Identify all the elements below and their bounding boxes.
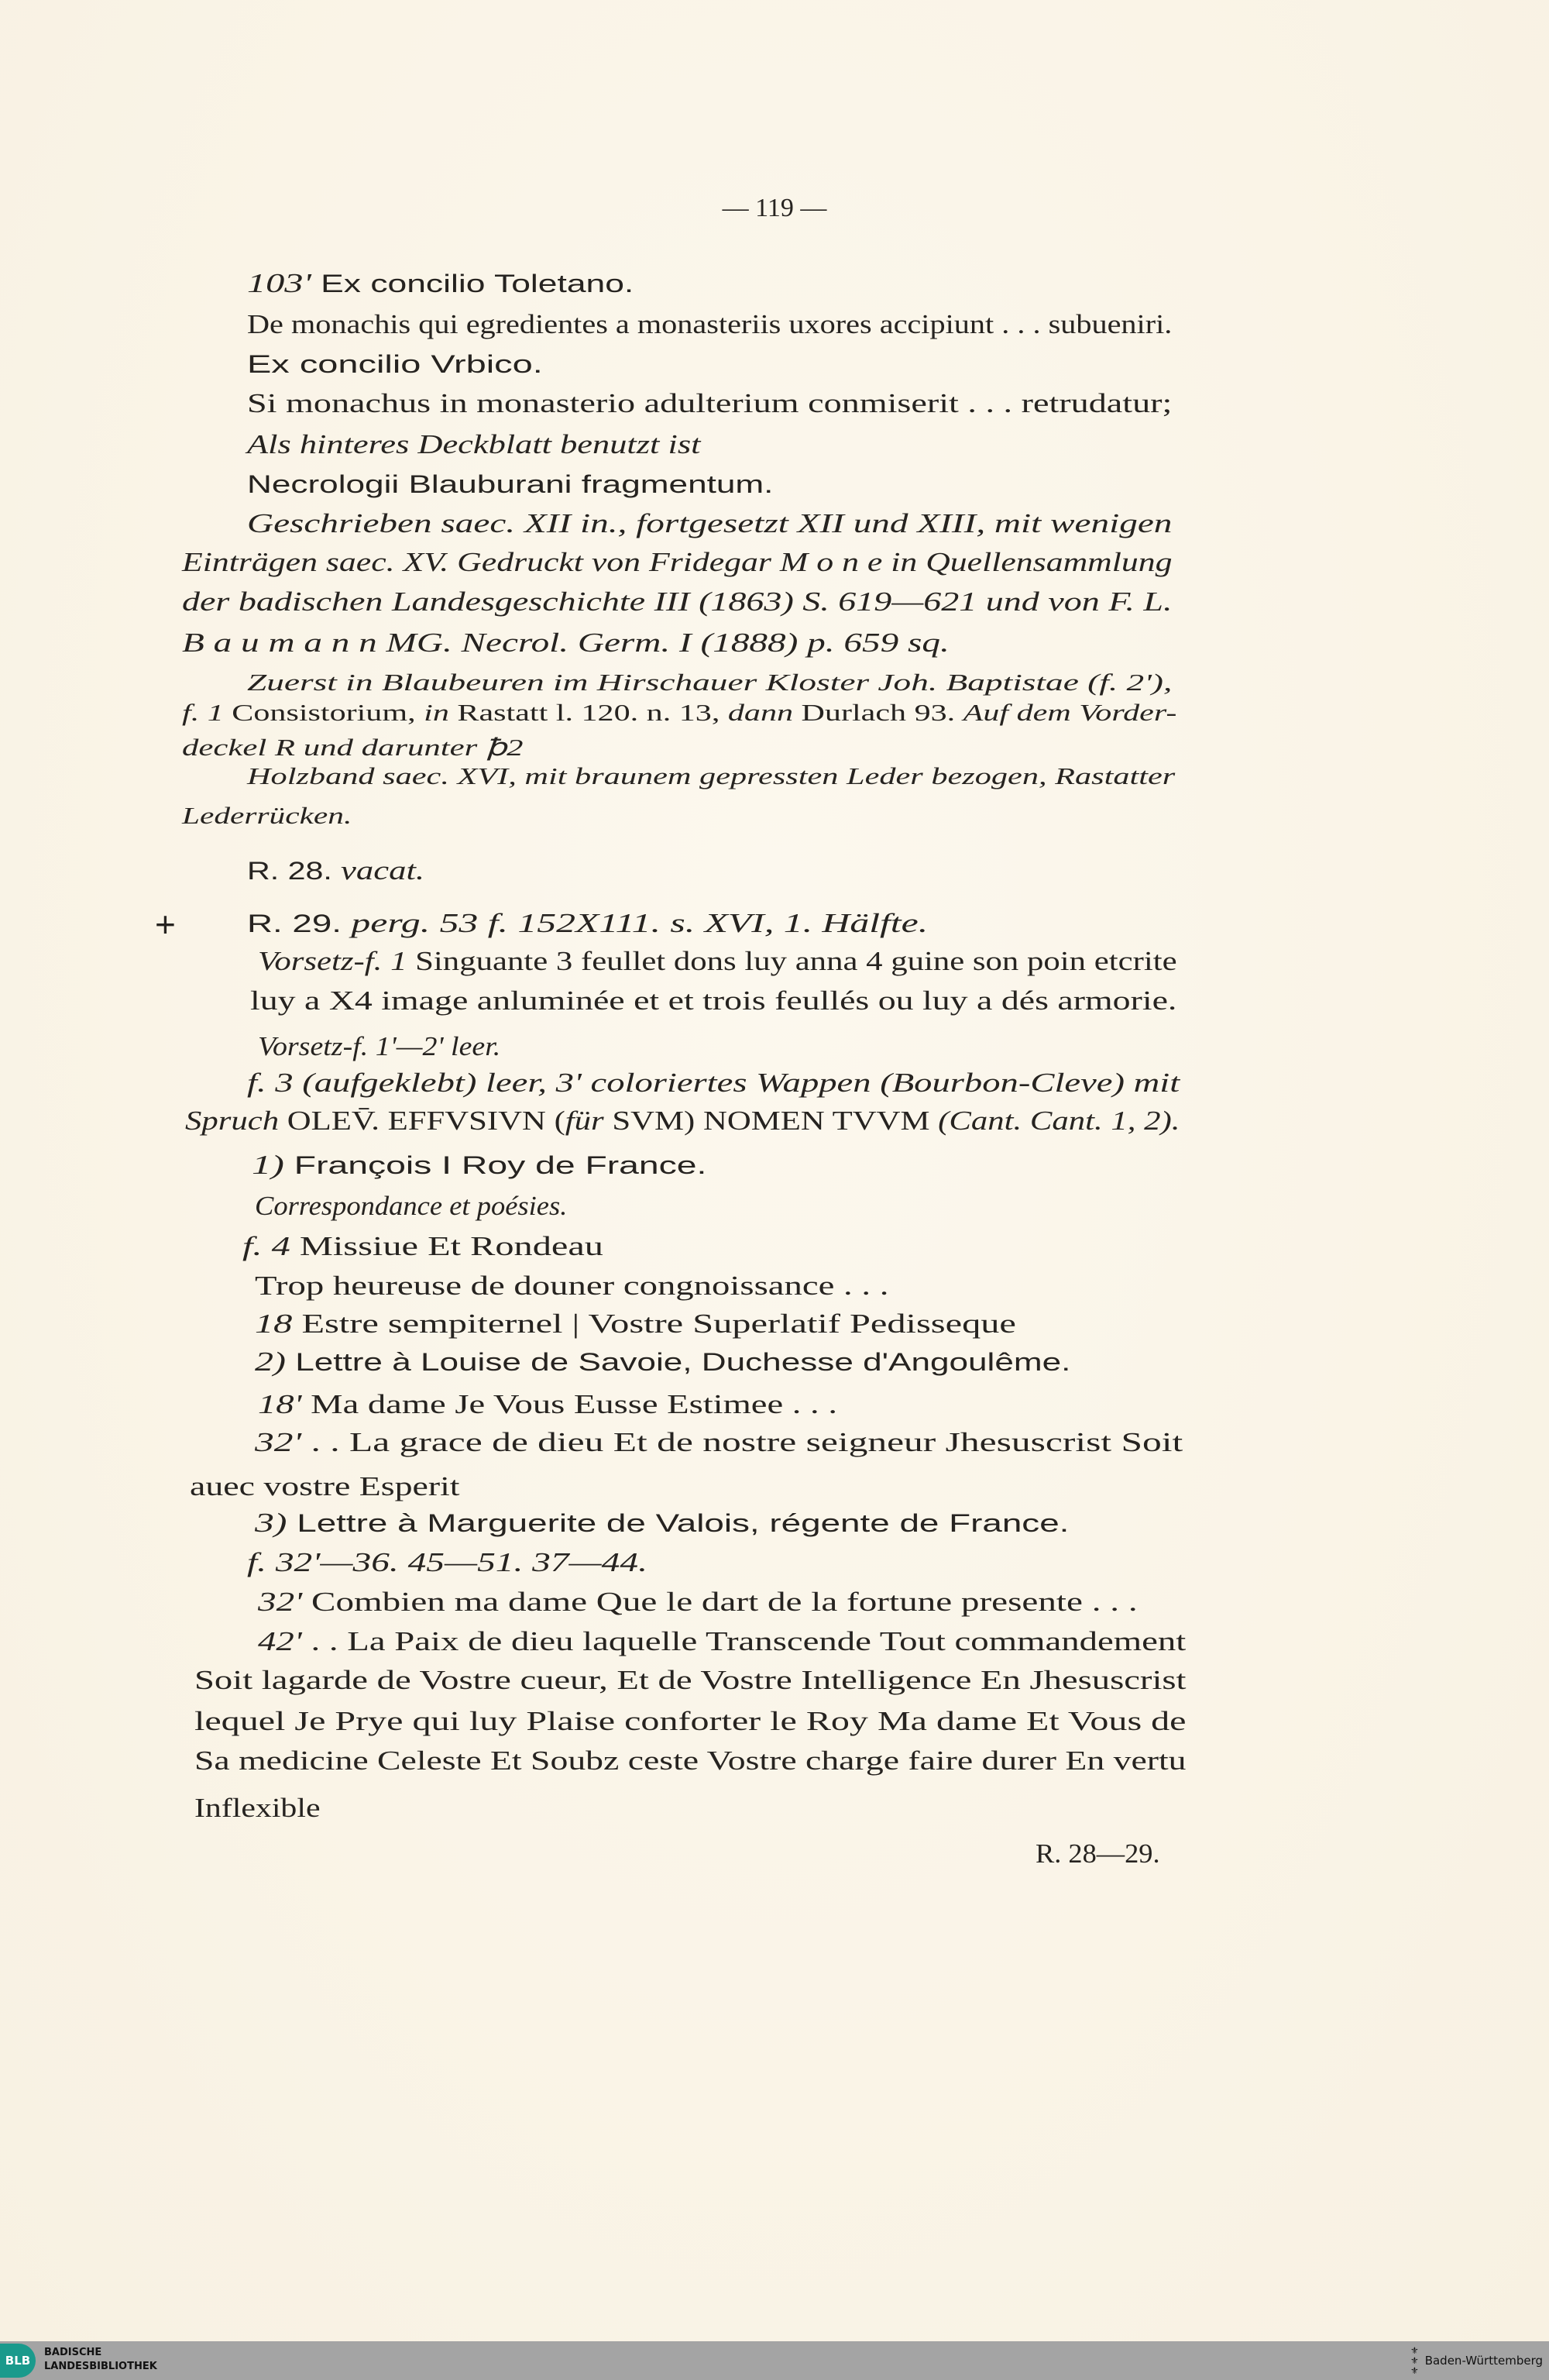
text-segment: Trop heureuse de douner congnoissance . . . (254, 1271, 889, 1302)
italic-text: Zuerst in Blaubeuren im Hirschauer Kloster Joh. Baptistae (f. 2'), (247, 669, 1173, 696)
italic-text: 18 (254, 1309, 293, 1340)
text-line (252, 1146, 706, 1185)
italic-text: 18' (257, 1389, 302, 1420)
text-line (247, 264, 634, 303)
italic-text: in (424, 699, 449, 727)
heading-text: Ex concilio Vrbico. (247, 349, 543, 378)
text-line (247, 465, 773, 504)
italic-text: Als hinteres Deckblatt benutzt ist (247, 428, 701, 459)
italic-text: vacat. (331, 855, 425, 886)
text-segment: auec vostre Esperit (189, 1470, 460, 1501)
text-line (182, 583, 1173, 621)
heading-text: Necrologii Blauburani fragmentum. (247, 469, 774, 498)
text-line (255, 1343, 1070, 1381)
text-line (194, 1702, 1187, 1741)
text-line (250, 982, 1176, 1020)
italic-text: Correspondance et poésies. (254, 1190, 568, 1221)
text-line (247, 305, 1172, 344)
state-label: Baden-Württemberg (1424, 2354, 1543, 2368)
text-line (247, 425, 700, 464)
text-line (247, 384, 1172, 423)
italic-text: Vorsetz-f. 1 (257, 946, 407, 977)
heading-text: Lettre à Marguerite de Valois, régente de France. (287, 1508, 1070, 1537)
text-line (194, 1789, 321, 1828)
text-line (255, 1504, 1069, 1543)
italic-text: (Cant. Cant. 1, 2). (938, 1105, 1180, 1136)
text-line (247, 345, 543, 383)
text-line (258, 1385, 837, 1424)
text-line (247, 904, 928, 943)
text-line (182, 796, 352, 835)
text-segment: De monachis qui egredientes a monasteriis uxores accipiunt . . . subueniri. (247, 309, 1173, 339)
text-segment: Estre sempiternel | Vostre Superlatif Pedisseque (292, 1309, 1016, 1340)
text-segment: Durlach 93. (792, 699, 963, 727)
text-segment: Ma dame Je Vous Eusse Estimee . . . (301, 1389, 837, 1420)
text-segment: Sa medicine Celeste Et Soubz ceste Vostre charge faire durer En vertu (194, 1745, 1187, 1776)
text-segment: luy a X4 image anluminée et et trois feullés ou luy a dés armorie. (250, 985, 1177, 1016)
text-segment: . . La grace de dieu Et de nostre seigneur Jhesuscrist Soit (301, 1427, 1183, 1458)
italic-text: f. 4 (242, 1231, 291, 1262)
heading-text: Lettre à Louise de Savoie, Duchesse d'Angoulême. (285, 1348, 1071, 1377)
italic-text: Geschrieben saec. XII in., fortgesetzt XII und XIII, mit wenigen (247, 507, 1173, 538)
text-segment: OLEV̄. EFFVSIVN ( (278, 1105, 565, 1136)
text-line (182, 624, 950, 662)
text-segment: Soit lagarde de Vostre cueur, Et de Vostre Intelligence En Jhesuscrist (194, 1665, 1187, 1696)
italic-text: Holzband saec. XVI, mit braunem gepressten Leder bezogen, Rastatter (247, 762, 1176, 790)
text-line (255, 1267, 888, 1305)
text-segment: lequel Je Prye qui luy Plaise conforter le Roy Ma dame Et Vous de (194, 1706, 1187, 1737)
italic-text: deckel R und darunter ꝥ2 (181, 734, 524, 762)
text-line (247, 757, 1175, 796)
italic-text: B a u m a n n MG. Necrol. Germ. I (1888) p. 659 sq. (181, 628, 950, 659)
text-line (258, 1583, 1138, 1622)
text-segment: Missiue Et Rondeau (290, 1231, 604, 1262)
library-name[interactable] (44, 2346, 157, 2374)
text-line (247, 1543, 647, 1582)
page-number: — 119 — (722, 194, 827, 222)
italic-text: f. 32'—36. 45—51. 37—44. (247, 1546, 648, 1577)
italic-text: f. 1 (181, 699, 224, 727)
italic-text: Auf dem Vorder- (963, 699, 1177, 727)
library-name-line1: BADISCHE (44, 2347, 102, 2358)
heading-text: R. 28. (247, 856, 332, 885)
text-line (258, 942, 1177, 981)
italic-text: Lederrücken. (181, 802, 352, 830)
text-line (247, 504, 1172, 543)
baden-wuerttemberg-logo[interactable] (1410, 2341, 1543, 2380)
italic-text: der badischen Landesgeschichte III (1863) S. 619—621 und von F. L. (181, 586, 1173, 617)
blb-logo[interactable]: BLB (0, 2344, 36, 2378)
text-line (247, 851, 424, 890)
italic-text: 2) (254, 1346, 286, 1377)
text-line (185, 1102, 1180, 1140)
margin-plus-mark: + (155, 904, 176, 944)
text-segment: Si monachus in monasterio adulterium conmiserit . . . retrudatur; (247, 387, 1173, 418)
text-line (258, 1622, 1186, 1661)
text-segment: R. 28—29. (1036, 1838, 1160, 1869)
italic-text: f. 3 (aufgeklebt) leer, 3' coloriertes Wappen (Bourbon-Cleve) mit (247, 1068, 1180, 1098)
text-line (194, 1742, 1187, 1780)
text-line (242, 1227, 603, 1266)
italic-text: Einträgen saec. XV. Gedruckt von Fridegar M o n e in Quellensammlung (181, 547, 1173, 578)
text-line (255, 1305, 1016, 1343)
italic-text: 32' (257, 1586, 303, 1617)
italic-text: 3) (254, 1507, 287, 1538)
text-segment: . . La Paix de dieu laquelle Transcende Tout commandement (301, 1625, 1187, 1656)
italic-text: Spruch (184, 1105, 279, 1136)
text-segment: Combien ma dame Que le dart de la fortune presente . . . (302, 1586, 1138, 1617)
text-line (255, 1423, 1183, 1462)
text-line (258, 1027, 500, 1066)
footer-bar (0, 2341, 1549, 2380)
italic-text: dann (727, 699, 793, 727)
italic-text: 42' (257, 1625, 302, 1656)
lions-icon: ⚜ ⚜ ⚜ (1410, 2344, 1419, 2376)
text-segment: Rastatt l. 120. n. 13, (448, 699, 728, 727)
italic-text: 32' (254, 1427, 302, 1458)
italic-text: 1) (252, 1149, 284, 1180)
text-segment: Singuante 3 feullet dons luy anna 4 guine son poin etcrite (407, 946, 1177, 977)
text-line (190, 1467, 460, 1506)
text-line (182, 543, 1173, 582)
text-line (1036, 1835, 1160, 1873)
italic-text: für (565, 1105, 604, 1136)
text-segment: Inflexible (194, 1792, 321, 1823)
italic-text: 103' (247, 268, 311, 299)
italic-text: perg. 53 f. 152X111. s. XVI, 1. Hälfte. (342, 908, 929, 939)
text-line (247, 1064, 1180, 1102)
text-segment: Consistorium, (223, 699, 424, 727)
heading-text: Ex concilio Toletano. (311, 270, 634, 298)
library-name-line2: LANDESBIBLIOTHEK (44, 2361, 157, 2372)
heading-text: R. 29. (247, 910, 342, 938)
text-line (194, 1661, 1187, 1700)
text-line (255, 1187, 567, 1226)
heading-text: François I Roy de France. (283, 1150, 707, 1179)
text-line (182, 693, 1176, 732)
text-segment: SVM) NOMEN TVVM (603, 1105, 939, 1136)
italic-text: Vorsetz-f. 1'—2' leer. (257, 1031, 501, 1062)
